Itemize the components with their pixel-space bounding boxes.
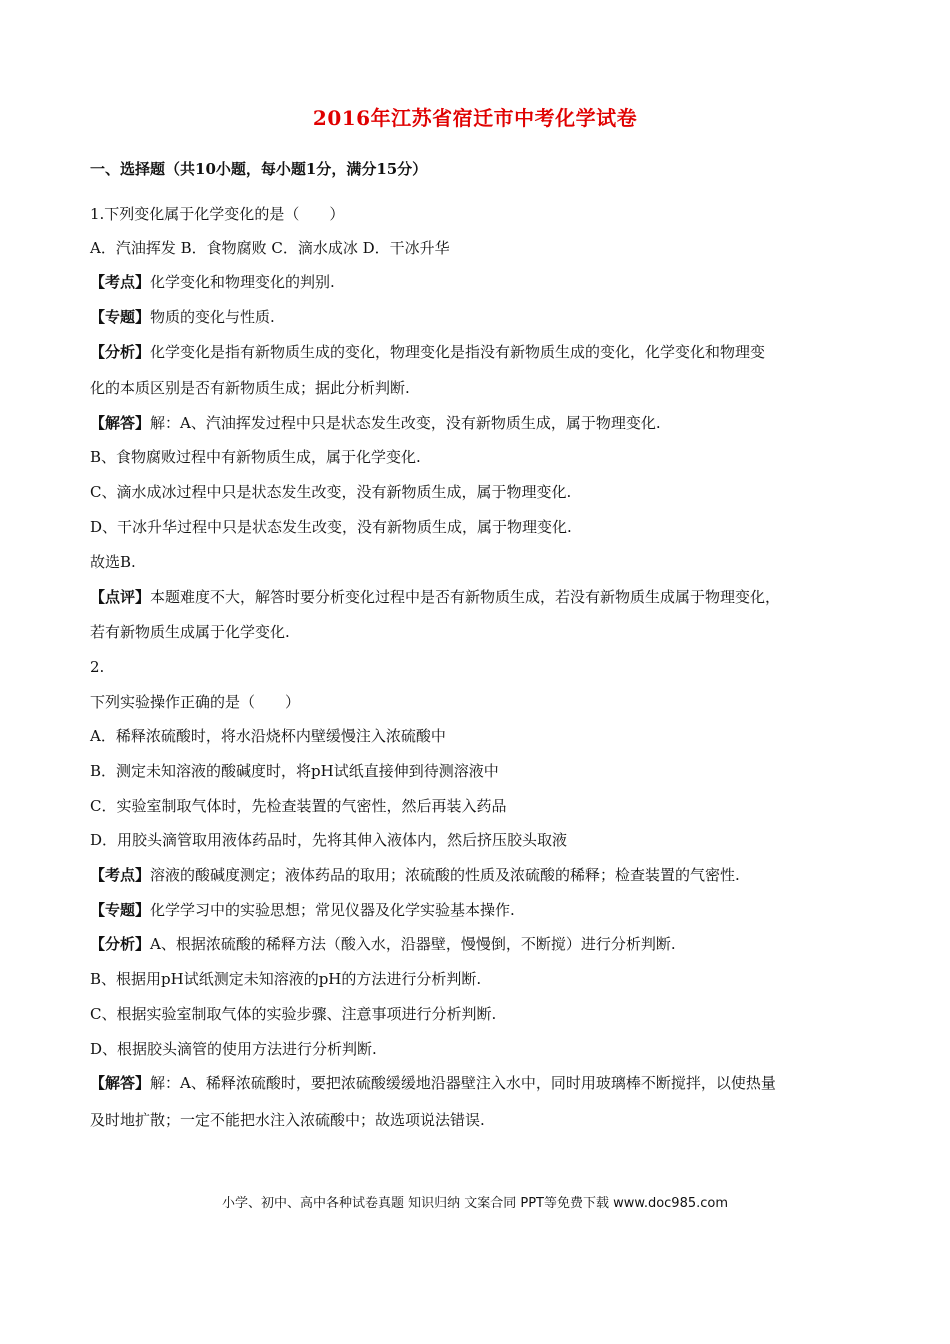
q1-options: A．汽油挥发 B．食物腐败 C．滴水成冰 D．干冰升华 [90, 239, 450, 257]
q1-jieda [90, 413, 661, 433]
zhuanti-tag: 【专题】 [90, 901, 151, 919]
jieda-tag: 【解答】 [90, 414, 151, 432]
q1-fenxi [90, 342, 765, 362]
q1-jieda-b: B、食物腐败过程中有新物质生成，属于化学变化. [90, 448, 421, 466]
q2-jieda-cont: 及时地扩散；一定不能把水注入浓硫酸中；故选项说法错误. [90, 1111, 485, 1129]
q2-option-b: B．测定未知溶液的酸碱度时，将pH试纸直接伸到待测溶液中 [90, 762, 499, 780]
q2-jieda [90, 1073, 776, 1093]
q2-stem: 下列实验操作正确的是（ ） [90, 693, 301, 711]
zhuanti-tag: 【专题】 [90, 308, 151, 326]
kaodian-text: 化学变化和物理变化的判别. [150, 273, 335, 291]
section-heading: 一、选择题（共10小题，每小题1分，满分15分） [90, 160, 428, 178]
kaodian-tag: 【考点】 [90, 273, 151, 291]
zhuanti-text: 物质的变化与性质. [150, 308, 275, 326]
q1-jieda-d: D、干冰升华过程中只是状态发生改变，没有新物质生成，属于物理变化. [90, 518, 572, 536]
q1-dianping [90, 587, 780, 607]
fenxi-text: A、根据浓硫酸的稀释方法（酸入水，沿器壁，慢慢倒，不断搅）进行分析判断. [150, 935, 676, 953]
jieda-tag: 【解答】 [90, 1074, 151, 1092]
jieda-text: 解：A、稀释浓硫酸时，要把浓硫酸缓缓地沿器壁注入水中，同时用玻璃棒不断搅拌，以使热量 [150, 1074, 776, 1092]
page-title: 2016年江苏省宿迁市中考化学试卷 [312, 106, 638, 130]
q2-number: 2. [90, 658, 105, 676]
q2-kaodian [90, 865, 740, 885]
q2-fenxi-d: D、根据胶头滴管的使用方法进行分析判断. [90, 1040, 377, 1058]
dianping-tag: 【点评】 [90, 588, 151, 606]
kaodian-text: 溶液的酸碱度测定；液体药品的取用；浓硫酸的性质及浓硫酸的稀释；检查装置的气密性. [150, 866, 740, 884]
fenxi-tag: 【分析】 [90, 935, 151, 953]
q2-zhuanti [90, 900, 515, 920]
q1-kaodian [90, 272, 335, 292]
q1-answer: 故选B. [90, 553, 136, 571]
zhuanti-text: 化学学习中的实验思想；常见仪器及化学实验基本操作. [150, 901, 515, 919]
q2-option-d: D．用胶头滴管取用液体药品时，先将其伸入液体内，然后挤压胶头取液 [90, 831, 568, 849]
q2-option-c: C．实验室制取气体时，先检查装置的气密性，然后再装入药品 [90, 797, 507, 815]
page-footer: 小学、初中、高中各种试卷真题 知识归纳 文案合同 PPT等免费下载 www.doc985.com [221, 1196, 729, 1211]
q1-dianping-cont: 若有新物质生成属于化学变化. [90, 623, 290, 641]
jieda-text: 解：A、汽油挥发过程中只是状态发生改变，没有新物质生成，属于物理变化. [150, 414, 661, 432]
q1-fenxi-cont: 化的本质区别是否有新物质生成；据此分析判断. [90, 379, 410, 397]
q2-fenxi [90, 934, 676, 954]
kaodian-tag: 【考点】 [90, 866, 151, 884]
q2-fenxi-c: C、根据实验室制取气体的实验步骤、注意事项进行分析判断. [90, 1005, 497, 1023]
q1-stem: 1.下列变化属于化学变化的是（ ） [90, 205, 345, 223]
fenxi-tag: 【分析】 [90, 343, 151, 361]
q1-zhuanti [90, 307, 275, 327]
dianping-text: 本题难度不大，解答时要分析变化过程中是否有新物质生成，若没有新物质生成属于物理变化， [150, 588, 781, 606]
q1-jieda-c: C、滴水成冰过程中只是状态发生改变，没有新物质生成，属于物理变化. [90, 483, 572, 501]
q2-fenxi-b: B、根据用pH试纸测定未知溶液的pH的方法进行分析判断. [90, 970, 482, 988]
fenxi-text: 化学变化是指有新物质生成的变化，物理变化是指没有新物质生成的变化，化学变化和物理变 [150, 343, 766, 361]
q2-option-a: A．稀释浓硫酸时，将水沿烧杯内壁缓慢注入浓硫酸中 [90, 727, 446, 745]
